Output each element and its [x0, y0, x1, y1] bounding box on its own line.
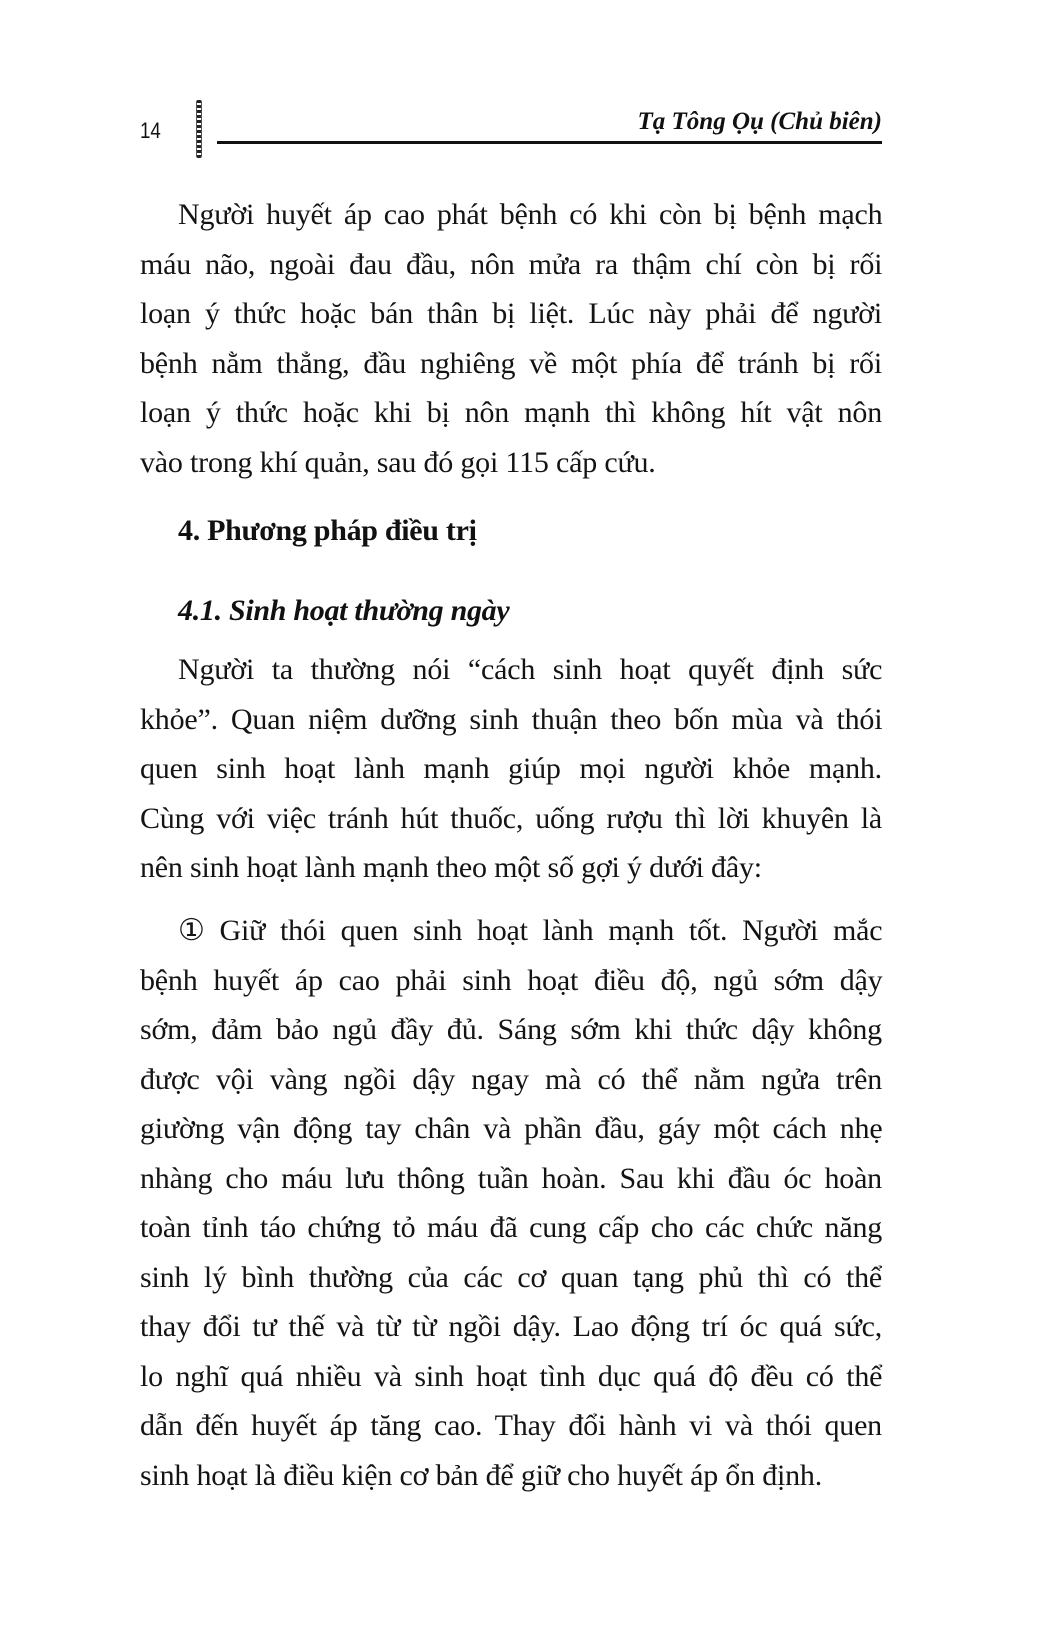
text-line: ① Giữ thói quen sinh hoạt lành mạnh tốt. Người mắc [178, 914, 883, 947]
text-line: Người ta thường nói “cách sinh hoạt quyết định sức [178, 653, 883, 686]
text-line: Người huyết áp cao phát bệnh có khi còn bị bệnh mạch [178, 198, 883, 231]
paragraph-lifestyle-intro [140, 645, 882, 893]
text-line: sớm, đảm bảo ngủ đầy đủ. Sáng sớm khi thức dậy không [140, 1013, 882, 1046]
text-line: toàn tỉnh táo chứng tỏ máu đã cung cấp cho các chức năng [140, 1211, 883, 1244]
text-line: giường vận động tay chân và phần đầu, gáy một cách nhẹ [140, 1112, 883, 1145]
header-rule [217, 141, 882, 144]
text-line: bệnh nằm thẳng, đầu nghiêng về một phía để tránh bị rối [140, 346, 882, 380]
text-line: sinh lý bình thường của các cơ quan tạng phủ thì có thể [140, 1260, 882, 1294]
page-number: 14 [140, 118, 161, 143]
text-line: lo nghĩ quá nhiều và sinh hoạt tình dục quá độ đều có thể [140, 1359, 883, 1393]
text-line: được vội vàng ngồi dậy ngay mà có thể nằm ngửa trên [140, 1062, 882, 1096]
text-line: quen sinh hoạt lành mạnh giúp mọi người khỏe mạnh. [140, 752, 882, 785]
text-line: dẫn đến huyết áp tăng cao. Thay đổi hành vi và thói quen [140, 1409, 882, 1442]
running-title: Tạ Tông Ọụ (Chủ biên) [637, 108, 882, 135]
text-line: loạn ý thức hoặc bán thân bị liệt. Lúc này phải để người [140, 297, 882, 330]
subsection-heading: 4.1. Sinh hoạt thường ngày [178, 594, 510, 627]
text-line: thay đổi tư thế và từ từ ngồi dậy. Lao động trí óc quá sức, [140, 1310, 882, 1343]
text-line: máu não, ngoài đau đầu, nôn mửa ra thậm chí còn bị rối [140, 247, 883, 281]
text-line: loạn ý thức hoặc khi bị nôn mạnh thì không hít vật nôn [140, 396, 882, 429]
text-line: khỏe”. Quan niệm dưỡng sinh thuận theo bốn mùa và thói [140, 702, 883, 736]
text-line: Cùng với việc tránh hút thuốc, uống rượu thì lời khuyên là [140, 801, 882, 835]
text-line: bệnh huyết áp cao phải sinh hoạt điều độ, ngủ sớm dậy [140, 963, 883, 997]
text-line: nên sinh hoạt lành mạnh theo một số gợi ý dưới đây: [140, 851, 762, 884]
paragraph-emergency [140, 190, 882, 487]
text-line: sinh hoạt là điều kiện cơ bản để giữ cho huyết áp ổn định. [140, 1458, 823, 1492]
header-ornament-icon [196, 100, 202, 158]
section-heading: 4. Phương pháp điều trị [178, 514, 477, 547]
text-line: vào trong khí quản, sau đó gọi 115 cấp cứu. [140, 445, 656, 479]
text-line: nhàng cho máu lưu thông tuần hoàn. Sau khi đầu óc hoàn [140, 1161, 882, 1195]
list-item-1 [140, 906, 882, 1500]
